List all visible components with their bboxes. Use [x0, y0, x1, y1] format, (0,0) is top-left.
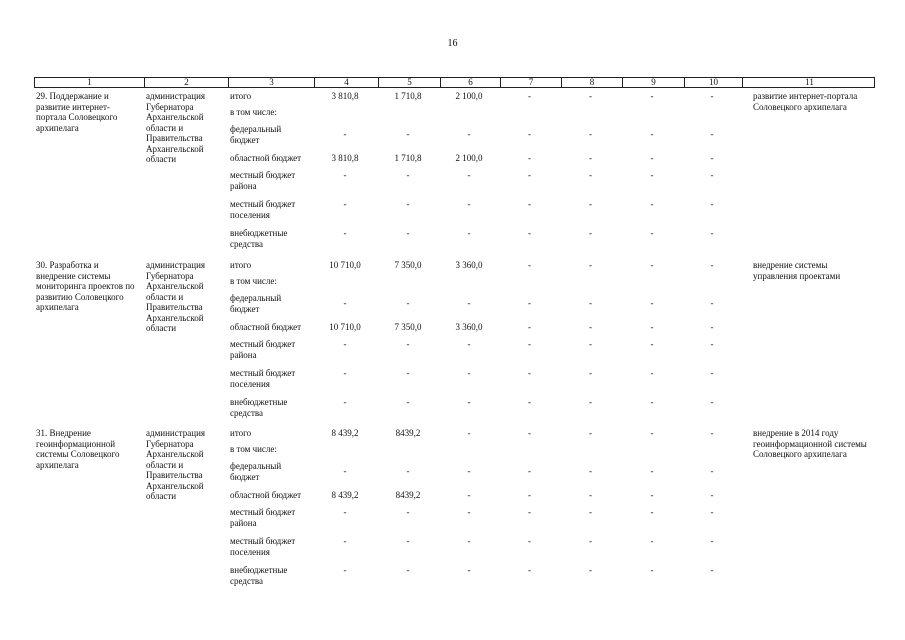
- funding-source-label: итого: [230, 428, 252, 438]
- cell-value-col-5: -: [406, 199, 410, 209]
- cell-value-col-8: -: [589, 228, 592, 238]
- cell-value-col-5: 7 350,0: [394, 322, 422, 332]
- cell-value-col-10: -: [710, 260, 714, 270]
- cell-value-col-8: -: [589, 170, 592, 180]
- cell-value-col-7: -: [528, 91, 531, 101]
- cell-value-col-8: -: [589, 428, 592, 438]
- funding-source-label: внебюджетные средства: [230, 565, 288, 586]
- cell-value-col-4: 10 710,0: [329, 260, 361, 270]
- cell-value-col-6: 3 360,0: [455, 260, 483, 270]
- cell-value-col-10: -: [710, 91, 714, 101]
- cell-value-col-5: -: [406, 170, 410, 180]
- cell-value-col-8: -: [589, 368, 592, 378]
- funding-source-label: итого: [230, 91, 252, 101]
- cell-value-col-8: -: [589, 339, 592, 349]
- funding-source-label: местный бюджет поселения: [230, 199, 296, 220]
- cell-value-col-5: 1 710,8: [394, 91, 422, 101]
- cell-value-col-6: -: [467, 368, 471, 378]
- cell-value-col-7: -: [528, 565, 531, 575]
- cell-value-col-10: -: [710, 368, 714, 378]
- cell-value-col-9: -: [650, 536, 654, 546]
- cell-value-col-5: -: [406, 466, 410, 476]
- cell-value-col-6: -: [467, 490, 471, 500]
- cell-value-col-8: -: [589, 490, 592, 500]
- cell-value-col-8: -: [589, 507, 592, 517]
- cell-value-col-7: -: [528, 536, 531, 546]
- cell-value-col-9: -: [650, 153, 654, 163]
- cell-value-col-4: 8 439,2: [331, 490, 359, 500]
- cell-value-col-6: -: [467, 397, 471, 407]
- cell-value-col-9: -: [650, 91, 654, 101]
- measure-name: 30. Разработка и внедрение системы мониторинга проектов по развитию Соловецкого архипелага: [36, 260, 135, 312]
- cell-value-col-7: -: [528, 298, 531, 308]
- page-number: 16: [447, 38, 458, 49]
- funding-source-label: внебюджетные средства: [230, 397, 288, 418]
- cell-value-col-7: -: [528, 228, 531, 238]
- cell-value-col-4: 8 439,2: [331, 428, 359, 438]
- funding-source-label: федеральный бюджет: [230, 461, 282, 482]
- cell-value-col-4: 10 710,0: [329, 322, 361, 332]
- cell-value-col-8: -: [589, 565, 592, 575]
- cell-value-col-6: -: [467, 199, 471, 209]
- cell-value-col-4: -: [343, 536, 347, 546]
- cell-value-col-5: 1 710,8: [394, 153, 422, 163]
- cell-value-col-8: -: [589, 466, 592, 476]
- cell-value-col-9: -: [650, 565, 654, 575]
- cell-value-col-10: -: [710, 298, 714, 308]
- cell-value-col-7: -: [528, 428, 531, 438]
- cell-value-col-10: -: [710, 129, 714, 139]
- funding-source-label: областной бюджет: [230, 322, 302, 332]
- funding-source-label: в том числе:: [230, 444, 277, 454]
- cell-value-col-9: -: [650, 298, 654, 308]
- cell-value-col-6: -: [467, 228, 471, 238]
- cell-value-col-9: -: [650, 490, 654, 500]
- cell-value-col-7: -: [528, 153, 531, 163]
- cell-value-col-4: -: [343, 507, 347, 517]
- cell-value-col-4: 3 810,8: [331, 91, 359, 101]
- cell-value-col-9: -: [650, 368, 654, 378]
- cell-value-col-10: -: [710, 565, 714, 575]
- column-header-10: 10: [684, 78, 742, 87]
- column-header-3: 3: [228, 78, 314, 87]
- cell-value-col-7: -: [528, 260, 531, 270]
- cell-value-col-7: -: [528, 170, 531, 180]
- cell-value-col-10: -: [710, 228, 714, 238]
- measure-name: 29. Поддержание и развитие интернет-портала Соловецкого архипелага: [36, 91, 118, 133]
- cell-value-col-4: -: [343, 199, 347, 209]
- cell-value-col-10: -: [710, 507, 714, 517]
- funding-source-label: местный бюджет поселения: [230, 536, 296, 557]
- cell-value-col-9: -: [650, 129, 654, 139]
- cell-value-col-5: -: [406, 397, 410, 407]
- cell-value-col-6: 2 100,0: [455, 91, 483, 101]
- cell-value-col-10: -: [710, 428, 714, 438]
- column-header-2: 2: [144, 78, 228, 87]
- cell-value-col-9: -: [650, 170, 654, 180]
- cell-value-col-8: -: [589, 129, 592, 139]
- cell-value-col-7: -: [528, 397, 531, 407]
- executor: администрация Губернатора Архангельской области и Правительства Архангельской области: [146, 428, 206, 501]
- cell-value-col-9: -: [650, 507, 654, 517]
- funding-source-label: внебюджетные средства: [230, 228, 288, 249]
- executor: администрация Губернатора Архангельской области и Правительства Архангельской области: [146, 91, 206, 164]
- cell-value-col-9: -: [650, 322, 654, 332]
- column-header-6: 6: [440, 78, 500, 87]
- cell-value-col-8: -: [589, 397, 592, 407]
- cell-value-col-8: -: [589, 536, 592, 546]
- cell-value-col-7: -: [528, 466, 531, 476]
- measure-name: 31. Внедрение геоинформационной системы Соловецкого архипелага: [36, 428, 120, 470]
- cell-value-col-4: 3 810,8: [331, 153, 359, 163]
- cell-value-col-4: -: [343, 368, 347, 378]
- cell-value-col-6: -: [467, 170, 471, 180]
- cell-value-col-9: -: [650, 466, 654, 476]
- cell-value-col-5: 8439,2: [395, 490, 421, 500]
- cell-value-col-4: -: [343, 228, 347, 238]
- cell-value-col-4: -: [343, 339, 347, 349]
- cell-value-col-9: -: [650, 199, 654, 209]
- funding-source-label: местный бюджет района: [230, 339, 296, 360]
- cell-value-col-8: -: [589, 298, 592, 308]
- cell-value-col-4: -: [343, 466, 347, 476]
- cell-value-col-8: -: [589, 322, 592, 332]
- cell-value-col-6: 2 100,0: [455, 153, 483, 163]
- column-header-7: 7: [500, 78, 561, 87]
- funding-source-label: в том числе:: [230, 107, 277, 117]
- cell-value-col-6: -: [467, 507, 471, 517]
- cell-value-col-10: -: [710, 322, 714, 332]
- cell-value-col-7: -: [528, 199, 531, 209]
- funding-source-label: местный бюджет района: [230, 507, 296, 528]
- cell-value-col-7: -: [528, 490, 531, 500]
- cell-value-col-10: -: [710, 536, 714, 546]
- column-header-1: 1: [87, 77, 92, 87]
- cell-value-col-6: -: [467, 536, 471, 546]
- cell-value-col-5: -: [406, 536, 410, 546]
- funding-source-label: федеральный бюджет: [230, 124, 282, 145]
- cell-value-col-4: -: [343, 565, 347, 575]
- funding-source-label: в том числе:: [230, 276, 277, 286]
- cell-value-col-5: -: [406, 507, 410, 517]
- funding-source-label: местный бюджет района: [230, 170, 296, 191]
- cell-value-col-6: 3 360,0: [455, 322, 483, 332]
- cell-value-col-10: -: [710, 199, 714, 209]
- cell-value-col-4: -: [343, 298, 347, 308]
- funding-source-label: федеральный бюджет: [230, 293, 282, 314]
- column-header-11: 11: [742, 78, 876, 87]
- column-header-8: 8: [561, 78, 622, 87]
- cell-value-col-6: -: [467, 466, 471, 476]
- cell-value-col-4: -: [343, 170, 347, 180]
- cell-value-col-10: -: [710, 397, 714, 407]
- cell-value-col-9: -: [650, 339, 654, 349]
- cell-value-col-8: -: [589, 153, 592, 163]
- cell-value-col-7: -: [528, 129, 531, 139]
- cell-value-col-8: -: [589, 260, 592, 270]
- cell-value-col-6: -: [467, 129, 471, 139]
- cell-value-col-5: 7 350,0: [394, 260, 422, 270]
- cell-value-col-4: -: [343, 129, 347, 139]
- cell-value-col-9: -: [650, 397, 654, 407]
- column-header-5: 5: [378, 78, 440, 87]
- cell-value-col-10: -: [710, 466, 714, 476]
- cell-value-col-6: -: [467, 298, 471, 308]
- cell-value-col-10: -: [710, 339, 714, 349]
- cell-value-col-10: -: [710, 170, 714, 180]
- column-header-9: 9: [622, 78, 684, 87]
- cell-value-col-5: -: [406, 339, 410, 349]
- cell-value-col-8: -: [589, 91, 592, 101]
- cell-value-col-7: -: [528, 368, 531, 378]
- cell-value-col-5: 8439,2: [395, 428, 421, 438]
- funding-source-label: итого: [230, 260, 252, 270]
- expected-result: внедрение в 2014 году геоинформационной системы Соловецкого архипелага: [753, 428, 867, 459]
- cell-value-col-10: -: [710, 153, 714, 163]
- expected-result: развитие интернет-портала Соловецкого архипелага: [753, 91, 858, 112]
- funding-source-label: областной бюджет: [230, 490, 302, 500]
- cell-value-col-7: -: [528, 339, 531, 349]
- cell-value-col-7: -: [528, 322, 531, 332]
- cell-value-col-9: -: [650, 228, 654, 238]
- funding-source-label: местный бюджет поселения: [230, 368, 296, 389]
- funding-source-label: областной бюджет: [230, 153, 302, 163]
- table-header-row: [34, 77, 875, 88]
- cell-value-col-9: -: [650, 260, 654, 270]
- cell-value-col-6: -: [467, 428, 471, 438]
- executor: администрация Губернатора Архангельской области и Правительства Архангельской области: [146, 260, 206, 333]
- cell-value-col-5: -: [406, 298, 410, 308]
- cell-value-col-10: -: [710, 490, 714, 500]
- cell-value-col-5: -: [406, 228, 410, 238]
- cell-value-col-6: -: [467, 565, 471, 575]
- cell-value-col-6: -: [467, 339, 471, 349]
- column-header-4: 4: [314, 78, 378, 87]
- cell-value-col-5: -: [406, 368, 410, 378]
- cell-value-col-7: -: [528, 507, 531, 517]
- cell-value-col-4: -: [343, 397, 347, 407]
- cell-value-col-5: -: [406, 565, 410, 575]
- cell-value-col-5: -: [406, 129, 410, 139]
- cell-value-col-9: -: [650, 428, 654, 438]
- cell-value-col-8: -: [589, 199, 592, 209]
- expected-result: внедрение системы управления проектами: [753, 260, 841, 281]
